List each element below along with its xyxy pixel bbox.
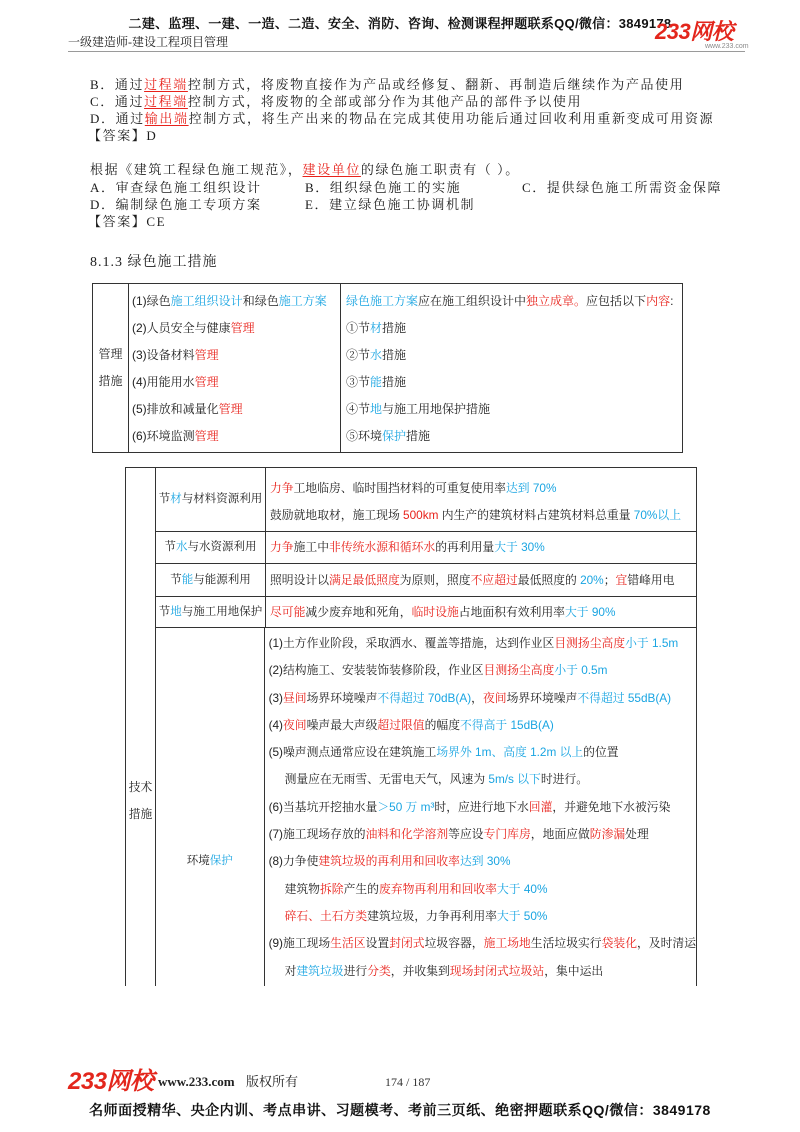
text-run: (6)当基坑开挖抽水量 [268, 799, 378, 814]
text-line [269, 657, 696, 684]
text-line [132, 423, 340, 450]
text-run: 建筑物 [284, 881, 320, 896]
text-line [269, 821, 696, 848]
text-run: 处理 [625, 827, 649, 842]
text-line [270, 532, 696, 563]
row-content [266, 597, 696, 627]
text-line [270, 564, 696, 596]
text-run: (2)结构施工、安装装饰装修阶段，作业区 [268, 663, 484, 678]
highlight-run: 建筑垃圾 [296, 963, 344, 978]
text-run: 内生产的建筑材料占建筑材料总重量 [438, 508, 634, 522]
text-run: 与施工用地保护措施 [382, 402, 491, 416]
header-logo: 233网校 [655, 19, 734, 44]
technical-row-land [156, 597, 696, 628]
highlight-run: 废弃物再利用和回收率 [378, 881, 497, 896]
highlight-run: 施工组织设计 [170, 294, 243, 308]
text-run: 时进行。 [540, 772, 589, 787]
question-stem [90, 162, 520, 178]
highlight-run: 小于 1.5m [625, 636, 679, 650]
text-line [269, 903, 696, 930]
prev-option-c [90, 94, 582, 110]
text-run: 测量应在无雨雪、无雷电天气，风速为 [284, 772, 489, 787]
highlight-run: 管理 [194, 348, 219, 362]
highlight-run: 不得超过 55dB(A) [577, 690, 672, 705]
highlight-run: 目测扬尘高度 [483, 663, 555, 678]
text-run: 进行 [343, 963, 368, 978]
text-run: 与施工用地保护 [181, 605, 263, 618]
text-run: (3)设备材料 [132, 348, 195, 362]
text-run: 设置 [365, 936, 390, 951]
category-word: 技术 [128, 780, 153, 794]
highlight-run: 大于 50% [496, 908, 548, 923]
text-line [269, 685, 696, 712]
text-run: 错峰用电 [627, 573, 675, 587]
highlight-run: 达到 70% [505, 481, 557, 495]
text-line [269, 739, 696, 766]
highlight-run: 地 [170, 605, 182, 618]
footer-logo: 233网校 [68, 1068, 154, 1095]
header-rule [68, 51, 745, 52]
row-content [266, 468, 696, 531]
footer-promo: 名师面授精华、央企内训、考点串讲、习题模考、考前三页纸、绝密押题联系QQ/微信：3849178 [89, 1102, 711, 1118]
option-c: C．提供绿色施工所需资金保障 [522, 180, 723, 195]
text-run: 减少废弃地和死角， [305, 605, 412, 619]
highlight-run: 场界外 1m、高度 1.2m 以上 [436, 745, 584, 760]
text-run: 建筑垃圾，力争再利用率 [367, 908, 497, 923]
text-run: ⑤环境 [346, 429, 383, 443]
text-run: 为原则，照度 [399, 573, 471, 587]
management-items [129, 284, 341, 452]
highlight-run: 非传统水源和循环水 [329, 540, 436, 554]
text-run: 的绿色施工职责有（ ）。 [360, 162, 520, 177]
highlight-run: 大于 30% [494, 540, 545, 554]
text-run: 措施 [382, 375, 407, 389]
text-line [346, 288, 682, 315]
highlight-run: 绿色施工方案 [346, 294, 419, 308]
text-run: 鼓励就地取材，施工现场 [270, 508, 404, 522]
text-line [132, 342, 340, 369]
text-run: 场界环境噪声 [506, 690, 578, 705]
text-line [269, 848, 696, 875]
highlight-run: 封闭式 [389, 936, 425, 951]
highlight-run: 小于 0.5m [554, 663, 608, 678]
row-label [156, 597, 266, 627]
text-line [270, 475, 696, 502]
highlight-run: 油料和化学溶剂 [365, 827, 449, 842]
text-run: 应在施工组织设计中 [418, 294, 527, 308]
highlight-run: 管理 [194, 375, 219, 389]
text-line [269, 930, 696, 957]
row-label [156, 628, 265, 986]
text-line [132, 288, 340, 315]
text-run: 控制方式，将废物的全部或部分作为其他产品的部件予以使用 [187, 94, 583, 109]
text-line [132, 369, 340, 396]
highlight-run: 满足最低照度 [329, 573, 400, 587]
text-run: ①节 [346, 321, 371, 335]
text-run: 与水资源利用 [187, 541, 257, 553]
highlight-run: 昼间 [282, 690, 307, 705]
highlight-run: 现场封闭式垃圾站 [449, 963, 545, 978]
text-run: 环境 [186, 855, 210, 867]
highlight-run: 大于 40% [496, 881, 548, 896]
highlight-run: 内容 [646, 294, 671, 308]
highlight-run: 能 [370, 375, 383, 389]
text-run: 节 [158, 605, 171, 618]
text-line [346, 342, 682, 369]
header-logo-url: www.233.com [705, 43, 749, 50]
highlight-run: 不得超过 70dB(A) [377, 690, 472, 705]
text-run: ②节 [346, 348, 371, 362]
text-run: (1)绿色 [132, 294, 171, 308]
text-run: 产生的 [343, 881, 379, 896]
highlight-run: 尽可能 [270, 605, 306, 619]
row-content [266, 532, 696, 563]
text-run: ，地面应做 [530, 827, 590, 842]
text-run: ④节 [346, 402, 371, 416]
text-run: 时，应进行地下水 [434, 799, 529, 814]
highlight-run: 能 [181, 573, 194, 586]
highlight-run: 袋装化 [601, 936, 637, 951]
text-run: (5)排放和减量化 [132, 402, 219, 416]
highlight-run: 临时设施 [411, 605, 459, 619]
text-line [132, 315, 340, 342]
highlight-run: 水 [176, 541, 188, 553]
page-number: 174 / 187 [385, 1075, 431, 1089]
text-run: 照明设计以 [270, 573, 329, 587]
technical-rows [156, 468, 696, 986]
text-run: 节 [158, 493, 171, 505]
text-run: 措施 [406, 429, 431, 443]
text-run: (4) [268, 717, 283, 732]
highlight-run: 碎石、土石方类 [284, 908, 368, 923]
highlight-run: 过程端 [144, 77, 188, 92]
highlight-run: 力争 [270, 481, 294, 495]
technical-category [126, 468, 156, 986]
highlight-run: 500km [403, 508, 439, 522]
text-run: 生活垃圾实行 [530, 936, 602, 951]
highlight-run: 专门库房 [483, 827, 531, 842]
text-run: 控制方式，将生产出来的物品在完成其使用功能后通过回收利用重新变成可用资源 [188, 111, 715, 126]
highlight-run: 夜间 [482, 690, 507, 705]
highlight-run: 过程端 [144, 94, 188, 109]
text-line [269, 794, 696, 821]
text-run: (8)力争使 [268, 854, 319, 869]
text-run: 的再利用量 [435, 540, 495, 554]
section-title: 8.1.3 绿色施工措施 [90, 255, 218, 270]
highlight-run: 管理 [230, 321, 255, 335]
text-line [132, 396, 340, 423]
prev-option-b [90, 77, 684, 93]
management-category [93, 284, 129, 452]
highlight-run: 不得高于 15dB(A) [460, 717, 554, 732]
text-run: C．通过 [90, 94, 145, 109]
text-run: 措施 [382, 348, 407, 362]
footer-site: www.233.com [158, 1074, 235, 1089]
row-label [156, 468, 266, 531]
highlight-run: 材 [170, 493, 182, 505]
highlight-run: 超过限值 [377, 717, 425, 732]
option-b: B．组织绿色施工的实施 [305, 180, 462, 195]
question-answer: 【答案】CE [88, 214, 167, 229]
category-word: 措施 [128, 807, 153, 821]
row-content [265, 628, 696, 986]
highlight-run: 材 [370, 321, 383, 335]
text-line [270, 597, 696, 627]
text-run: B．通过 [90, 77, 145, 92]
text-run: ，及时清运 [637, 936, 696, 951]
highlight-run: 施工场地 [483, 936, 531, 951]
text-run: 措施 [382, 321, 407, 335]
highlight-run: 独立成章。 [526, 294, 587, 308]
highlight-run: 管理 [218, 402, 243, 416]
text-run: 垃圾容器， [424, 936, 484, 951]
text-run: (4)用能用水 [132, 375, 195, 389]
text-line [346, 369, 682, 396]
row-label [156, 532, 266, 563]
text-run: ，并避免地下水被污染 [552, 799, 671, 814]
text-run: (6)环境监测 [132, 429, 195, 443]
text-run: (5)噪声测点通常应设在建筑施工 [268, 745, 437, 760]
highlight-run: 保护 [209, 855, 233, 867]
text-line [269, 630, 696, 657]
row-content [266, 564, 696, 596]
management-table [92, 283, 683, 453]
highlight-run: 达到 30% [459, 854, 511, 869]
highlight-run: 管理 [194, 429, 219, 443]
text-run: ③节 [346, 375, 371, 389]
highlight-run: 地 [370, 402, 383, 416]
text-run: 最低照度的 [517, 573, 581, 587]
prev-option-d [90, 111, 714, 127]
text-run: ， [471, 690, 483, 705]
text-run: 根据《建筑工程绿色施工规范》， [90, 162, 303, 177]
highlight-run: 回灌 [528, 799, 553, 814]
header-subtitle: 一级建造师-建设工程项目管理 [68, 35, 228, 49]
text-run: 对 [284, 963, 297, 978]
text-run: 与能源利用 [193, 573, 251, 586]
highlight-run: ＞50 万 m³ [377, 799, 435, 814]
text-run: 占地面积有效利用率 [458, 605, 565, 619]
text-run: 噪声最大声级 [306, 717, 378, 732]
text-run: (9)施工现场 [268, 936, 331, 951]
highlight-run: 70%以上 [633, 508, 681, 522]
text-run: (1)土方作业阶段，采取洒水、覆盖等措施，达到作业区 [268, 636, 555, 650]
highlight-run: 建筑垃圾的再利用和回收率 [318, 854, 460, 869]
text-run: 施工中 [293, 540, 330, 554]
text-run: (7)施工现场存放的 [268, 827, 366, 842]
text-run: 应包括以下 [586, 294, 647, 308]
header-promo: 二建、监理、一建、一造、二造、安全、消防、咨询、检测课程押题联系QQ/微信：3849178 [128, 16, 672, 31]
highlight-run: 5m/s 以下 [488, 772, 541, 787]
footer-rights: 版权所有 [246, 1074, 299, 1089]
option-a: A．审查绿色施工组织设计 [90, 180, 262, 195]
highlight-run: 目测扬尘高度 [554, 636, 626, 650]
category-word: 措施 [98, 374, 123, 388]
prev-answer: 【答案】D [88, 128, 158, 143]
highlight-run: 拆除 [319, 881, 344, 896]
highlight-run: 保护 [382, 429, 407, 443]
technical-row-material [156, 468, 696, 532]
text-run: 工地临房、临时围挡材料的可重复使用率 [293, 481, 506, 495]
text-run: D．通过 [90, 111, 145, 126]
text-run: 和绿色 [242, 294, 279, 308]
text-line [269, 876, 696, 903]
highlight-run: 施工方案 [278, 294, 327, 308]
text-run: 的幅度 [424, 717, 460, 732]
text-line [346, 423, 682, 450]
highlight-run: 不应超过 [470, 573, 518, 587]
management-plan [341, 284, 682, 452]
row-label [156, 564, 266, 596]
highlight-run: 力争 [270, 540, 294, 554]
text-run: ； [603, 573, 616, 587]
text-run: ，并收集到 [390, 963, 450, 978]
text-run: 等应设 [448, 827, 484, 842]
text-run: 的位置 [583, 745, 619, 760]
text-line [270, 502, 696, 529]
technical-row-energy [156, 564, 696, 597]
highlight-run: 大于 90% [564, 605, 616, 619]
highlight-run: 生活区 [330, 936, 366, 951]
text-run: ，集中运出 [544, 963, 604, 978]
text-line [269, 958, 696, 985]
text-line [346, 396, 682, 423]
category-word: 管理 [98, 347, 123, 361]
option-d: D．编制绿色施工专项方案 [90, 197, 262, 212]
text-run: 节 [170, 573, 182, 586]
text-run: 与材料资源利用 [181, 493, 263, 505]
highlight-run: 夜间 [282, 717, 307, 732]
highlight-run: 防渗漏 [589, 827, 626, 842]
text-run: (2)人员安全与健康 [132, 321, 231, 335]
technical-row-water [156, 532, 696, 564]
text-run: : [670, 294, 674, 308]
highlight-run: 水 [370, 348, 383, 362]
text-run: (3) [268, 690, 283, 705]
text-run: 节 [164, 541, 176, 553]
highlight-run: 分类 [367, 963, 391, 978]
technical-row-environment [156, 628, 696, 986]
text-line [269, 766, 696, 793]
highlight-run: 宜 [615, 573, 628, 587]
technical-table [125, 467, 697, 986]
text-line [346, 315, 682, 342]
text-run: 场界环境噪声 [306, 690, 378, 705]
text-run: 控制方式，将废物直接作为产品或经修复、翻新、再制造后继续作为产品使用 [187, 77, 685, 92]
highlight-run: 建设单位 [302, 162, 361, 177]
text-line [269, 712, 696, 739]
highlight-run: 输出端 [144, 111, 189, 126]
highlight-run: 20% [580, 573, 604, 587]
option-e: E．建立绿色施工协调机制 [305, 197, 476, 212]
